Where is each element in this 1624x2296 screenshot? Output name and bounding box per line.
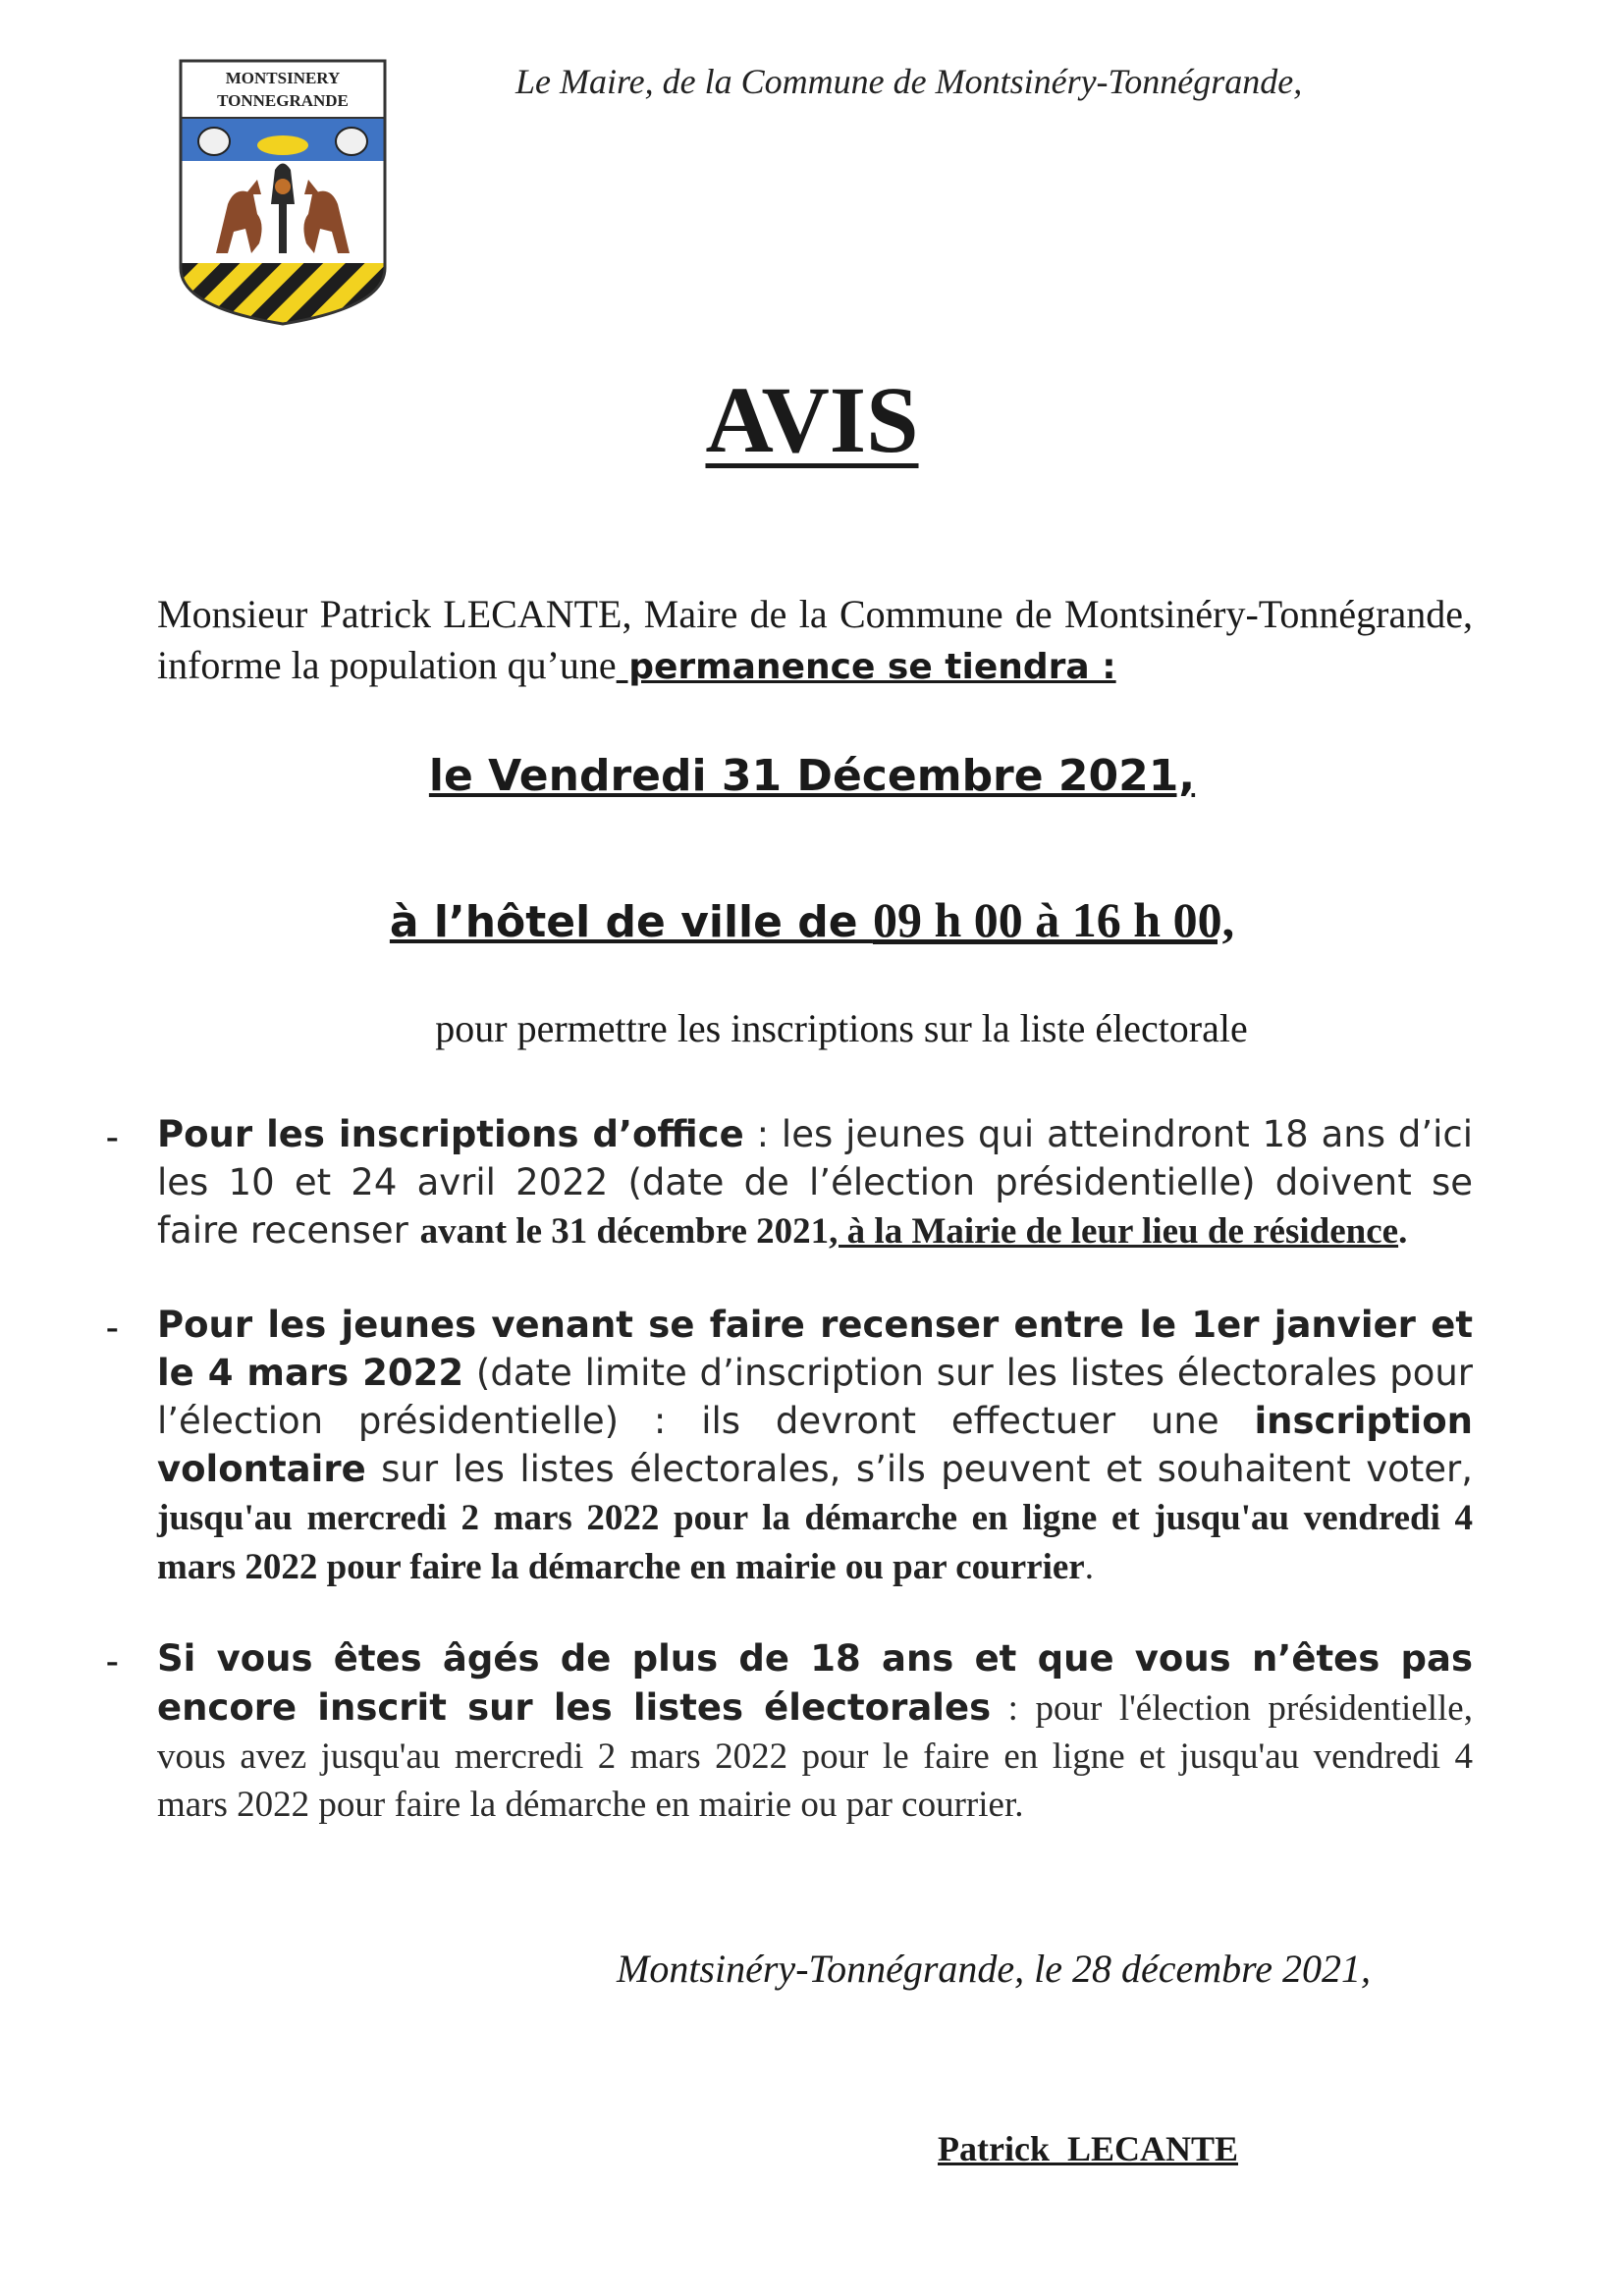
bullet-paragraph-3 [157, 1634, 1473, 1829]
event-place [0, 891, 1624, 948]
signature-name: Patrick LECANTE [938, 2129, 1238, 2168]
bullet-marker-1: - [106, 1116, 119, 1157]
bullet-1-text: : les jeunes qui atteindront 18 ans d’ici les 10 et 24 avril 2022 (date de l’élection présidentielle) doivent se faire recenser [157, 1113, 1473, 1252]
bullet-1-bold: avant le 31 décembre 2021 [419, 1211, 830, 1252]
bullet-3-lead: Si vous êtes âgés de plus de 18 ans et que vous n’êtes pas encore inscrit sur les listes électorales [157, 1637, 1473, 1729]
crest-logo [177, 57, 389, 327]
bullet-2-lead: Pour les jeunes venant se faire recenser entre le 1er janvier et le 4 mars 2022 [157, 1304, 1473, 1394]
bullet-2-text: (date limite d’inscription sur les listes électorales pour l’élection présidentielle) : ils devront effectuer une [157, 1352, 1473, 1442]
bullet-1-end: . [1398, 1211, 1408, 1252]
purpose-text: pour permettre les inscriptions sur la liste électorale [435, 1006, 1248, 1050]
page-title: AVIS [705, 367, 919, 472]
intro-text: Monsieur Patrick LECANTE, Maire de la Commune de Montsinéry-Tonnégrande, informe la population qu’une [157, 592, 1473, 687]
place-and-date: Montsinéry-Tonnégrande, le 28 décembre 2021, [617, 1947, 1372, 1991]
intro-emphasis: permanence se tiendra : [616, 647, 1116, 687]
page-title-wrap [0, 365, 1624, 474]
bullet-marker-2: - [106, 1307, 119, 1348]
crest-line-1: MONTSINERY [225, 69, 341, 87]
bullet-marker-3: - [106, 1640, 119, 1682]
bullet-3-text: : pour l'élection présidentielle, vous avez jusqu'au mercredi 2 mars 2022 pour le faire en ligne et jusqu'au vendredi 4 mars 2022 pour faire la démarche en mairie ou par courrier. [157, 1688, 1473, 1825]
event-location: à l’hôtel de ville de [389, 897, 873, 947]
event-hours: 09 h 00 à 16 h 00, [872, 892, 1235, 947]
bullet-1-lead: Pour les inscriptions d’office [157, 1113, 744, 1155]
header-text: Le Maire, de la Commune de Montsinéry-Tonnégrande, [515, 62, 1303, 101]
bullet-paragraph-2 [157, 1301, 1473, 1591]
bullet-2-end: . [1084, 1547, 1094, 1587]
bullet-2-deadlines: jusqu'au mercredi 2 mars 2022 pour la démarche en ligne et jusqu'au vendredi 4 mars 2022 pour faire la démarche en mairie ou par courrier [157, 1498, 1473, 1587]
bullet-2-bold: inscription volontaire [157, 1400, 1473, 1490]
bullet-paragraph-1 [157, 1110, 1473, 1255]
bullet-1-bold-underlined: , à la Mairie de leur lieu de résidence [829, 1211, 1399, 1252]
bullet-2-text-2: sur les listes électorales, s’ils peuvent et souhaitent voter, [365, 1448, 1473, 1490]
crest-line-2: TONNEGRANDE [217, 91, 349, 110]
event-date: le Vendredi 31 Décembre 2021, [428, 751, 1196, 801]
intro-paragraph [157, 589, 1473, 693]
